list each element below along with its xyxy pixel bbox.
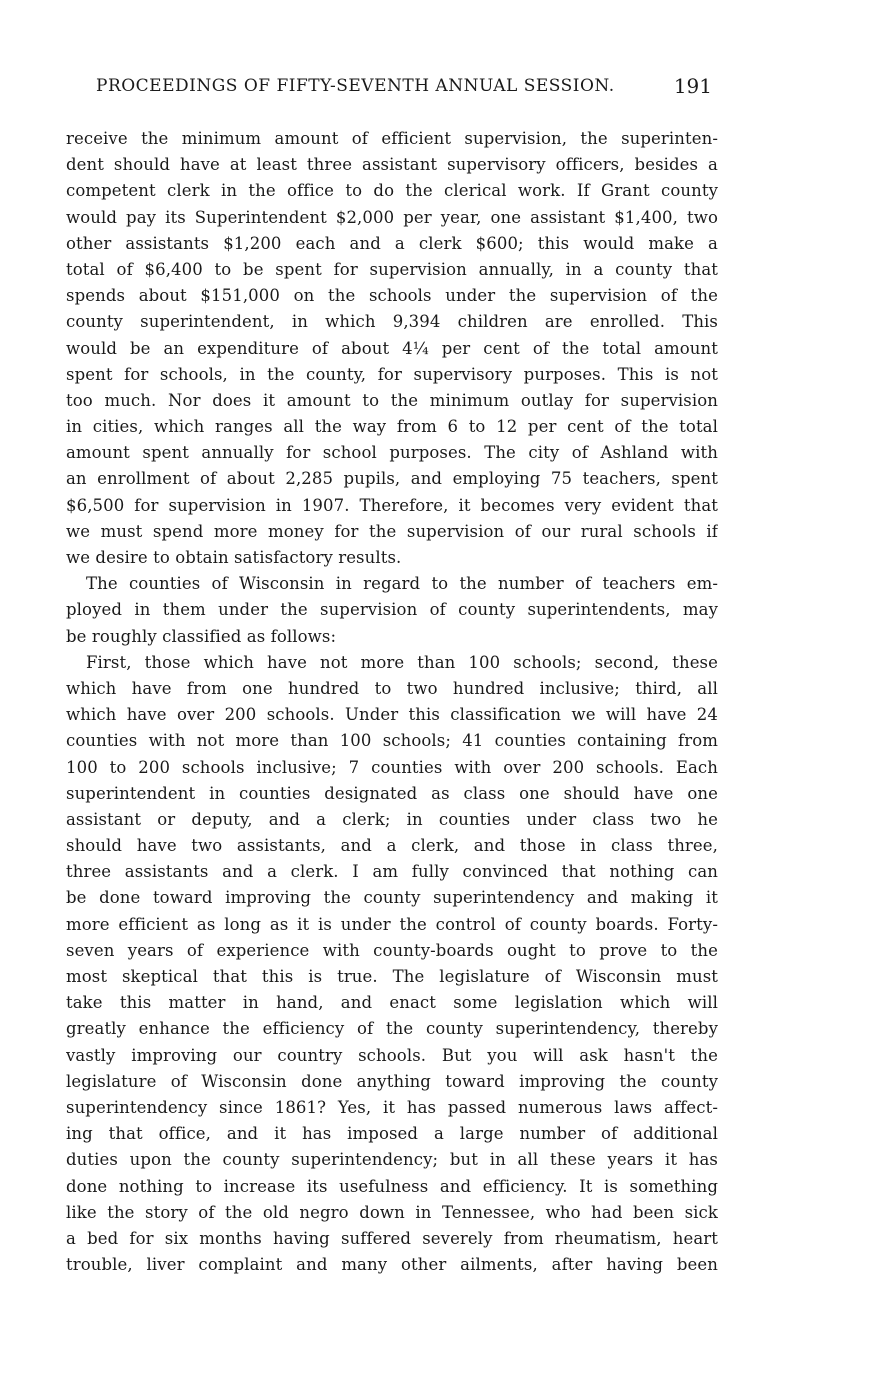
text-line: total of $6,400 to be spent for supervision annually, in a county that <box>66 259 718 279</box>
page-number: 191 <box>673 74 712 98</box>
text-line: in cities, which ranges all the way from 6 to 12 per cent of the total <box>66 417 718 437</box>
text-line: duties upon the county superintendency; but in all these years it has <box>66 1150 718 1170</box>
text-line: trouble, liver complaint and many other ailments, after having been <box>66 1255 718 1275</box>
text-line: other assistants $1,200 each and a clerk $600; this would make a <box>66 233 718 253</box>
text-line: which have over 200 schools. Under this classification we will have 24 <box>66 705 718 725</box>
text-line: amount spent annually for school purposes. The city of Ashland with <box>66 443 718 463</box>
text-line: would pay its Superintendent $2,000 per year, one assistant $1,400, two <box>66 207 718 227</box>
text-line: would be an expenditure of about 4¼ per cent of the total amount <box>66 338 718 358</box>
text-line: legislature of Wisconsin done anything toward improving the county <box>66 1071 718 1091</box>
paragraph-3 <box>66 650 718 1279</box>
text-line: First, those which have not more than 100 schools; second, these <box>86 652 718 672</box>
text-line: most skeptical that this is true. The legislature of Wisconsin must <box>66 967 718 986</box>
text-line: spends about $151,000 on the schools under the supervision of the <box>66 286 718 306</box>
text-line: counties with not more than 100 schools; 41 counties containing from <box>66 731 718 751</box>
text-line: we must spend more money for the supervision of our rural schools if <box>66 521 718 541</box>
running-title: PROCEEDINGS OF FIFTY-SEVENTH ANNUAL SESSION. <box>96 76 615 96</box>
paragraph-1 <box>66 126 718 571</box>
text-line: The counties of Wisconsin in regard to the number of teachers em- <box>86 574 718 594</box>
text-line: greatly enhance the efficiency of the county superintendency, thereby <box>66 1019 718 1039</box>
text-line: county superintendent, in which 9,394 children are enrolled. This <box>66 312 718 332</box>
text-line: ing that office, and it has imposed a large number of additional <box>66 1124 718 1144</box>
text-line: which have from one hundred to two hundred inclusive; third, all <box>66 678 718 698</box>
text-line: done nothing to increase its usefulness and efficiency. It is something <box>66 1176 718 1196</box>
text-line: spent for schools, in the county, for supervisory purposes. This is not <box>66 364 718 384</box>
text-line: assistant or deputy, and a clerk; in counties under class two he <box>66 809 718 829</box>
text-line: take this matter in hand, and enact some legislation which will <box>66 993 718 1013</box>
text-line: like the story of the old negro down in Tennessee, who had been sick <box>66 1202 718 1222</box>
text-line: competent clerk in the office to do the clerical work. If Grant county <box>66 181 718 201</box>
text-line: receive the minimum amount of efficient supervision, the superinten- <box>66 129 718 148</box>
text-line: be roughly classified as follows: <box>66 626 337 646</box>
text-line: a bed for six months having suffered severely from rheumatism, heart <box>66 1228 718 1248</box>
running-head <box>96 76 716 100</box>
text-line: more efficient as long as it is under the control of county boards. Forty- <box>66 914 718 934</box>
text-line: should have two assistants, and a clerk, and those in class three, <box>66 836 718 856</box>
text-line: three assistants and a clerk. I am fully convinced that nothing can <box>66 862 718 882</box>
text-line: vastly improving our country schools. But you will ask hasn't the <box>66 1045 718 1065</box>
paragraph-2 <box>66 571 718 650</box>
text-line: dent should have at least three assistant supervisory officers, besides a <box>66 155 718 175</box>
body-text <box>66 126 718 1278</box>
text-line: superintendency since 1861? Yes, it has passed numerous laws affect- <box>66 1097 718 1117</box>
text-line: ployed in them under the supervision of county superintendents, may <box>66 600 718 620</box>
text-line: too much. Nor does it amount to the minimum outlay for supervision <box>66 390 718 410</box>
text-line: 100 to 200 schools inclusive; 7 counties with over 200 schools. Each <box>66 757 718 777</box>
text-line: we desire to obtain satisfactory results. <box>66 548 402 567</box>
text-line: $6,500 for supervision in 1907. Therefore, it becomes very evident that <box>66 495 718 515</box>
text-line: seven years of experience with county-boards ought to prove to the <box>66 940 718 960</box>
text-line: an enrollment of about 2,285 pupils, and employing 75 teachers, spent <box>66 469 718 489</box>
text-line: be done toward improving the county superintendency and making it <box>66 888 718 908</box>
text-line: superintendent in counties designated as class one should have one <box>66 783 718 803</box>
